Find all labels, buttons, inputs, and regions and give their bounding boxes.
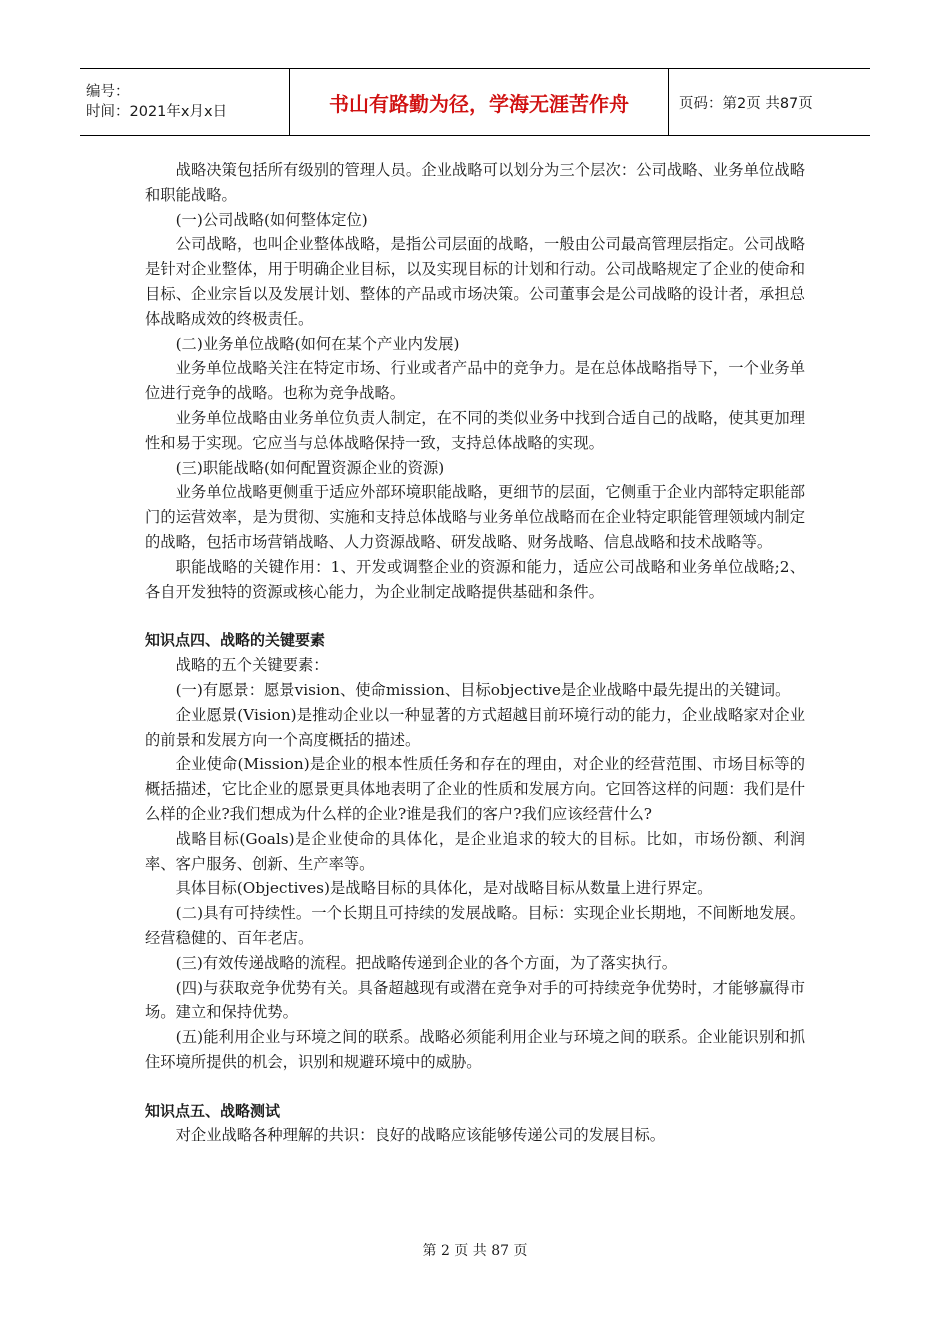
section-heading: 知识点五、战略测试	[145, 1101, 281, 1120]
body-paragraph: 对企业战略各种理解的共识：良好的战略应该能够传递公司的发展目标。	[175, 1126, 666, 1145]
body-paragraph: 业务单位战略关注在特定市场、行业或者产品中的竞争力。是在总体战略指导下，一个业务单位进行竞争的战略。也称为竞争战略。	[145, 359, 805, 403]
body-paragraph: (五)能利用企业与环境之间的联系。战略必须能利用企业与环境之间的联系。企业能识别和抓住环境所提供的机会，识别和规避环境中的威胁。	[145, 1028, 805, 1071]
page-footer: 第 2 页 共 87 页	[422, 1243, 528, 1259]
body-paragraph: (二)业务单位战略(如何在某个产业内发展)	[175, 334, 460, 353]
body-paragraph: (一)公司战略(如何整体定位)	[175, 210, 368, 229]
header-motto: 书山有路勤为径，学海无涯苦作舟	[290, 69, 669, 136]
body-paragraph: (一)有愿景：愿景vision、使命mission、目标objective是企业战略中最先提出的关键词。	[175, 680, 791, 699]
body-paragraph: 企业使命(Mission)是企业的根本性质任务和存在的理由，对企业的经营范围、市场目标等的概括描述，它比企业的愿景更具体地表明了企业的性质和发展方向。它回答这样的问题：我们是什么样的企业?我们想成为什么样的企业?谁是我们的客户?我们应该经营什么?	[145, 755, 805, 823]
header-page-number: 页码：第2页 共87页	[679, 95, 813, 112]
document-number: 编号：	[86, 84, 130, 100]
section-spacer	[145, 1075, 805, 1099]
body-paragraph: (三)有效传递战略的流程。把战略传递到企业的各个方面，为了落实执行。	[175, 953, 678, 972]
body-paragraph: 企业愿景(Vision)是推动企业以一种显著的方式超越目前环境行动的能力，企业战略家对企业的前景和发展方向一个高度概括的描述。	[145, 705, 805, 749]
body-paragraph: 业务单位战略由业务单位负责人制定，在不同的类似业务中找到合适自己的战略，使其更加理性和易于实现。它应当与总体战略保持一致，支持总体战略的实现。	[145, 408, 805, 452]
body-paragraph: 战略的五个关键要素：	[175, 656, 329, 675]
body-paragraph: (三)职能战略(如何配置资源企业的资源)	[175, 458, 445, 477]
body-paragraph: 战略目标(Goals)是企业使命的具体化，是企业追求的较大的目标。比如，市场份额、利润率、客户服务、创新、生产率等。	[145, 829, 805, 873]
body-paragraph: 业务单位战略更侧重于适应外部环境职能战略，更细节的层面，它侧重于企业内部特定职能部门的运营效率，是为贯彻、实施和支持总体战略与业务单位战略而在企业特定职能管理领域内制定的战略，包括市场营销战略、人力资源战略、研发战略、财务战略、信息战略和技术战略等。	[145, 483, 805, 551]
document-date: 时间：2021年x月x日	[86, 104, 228, 120]
document-body	[145, 158, 805, 1148]
body-paragraph: 具体目标(Objectives)是战略目标的具体化，是对战略目标从数量上进行界定。	[175, 879, 713, 898]
page-header	[80, 68, 870, 136]
body-paragraph: (二)具有可持续性。一个长期且可持续的发展战略。目标：实现企业长期地，不间断地发展。经营稳健的、百年老店。	[145, 904, 805, 947]
body-paragraph: (四)与获取竞争优势有关。具备超越现有或潜在竞争对手的可持续竞争优势时，才能够赢得市场。建立和保持优势。	[145, 978, 805, 1022]
header-meta	[80, 69, 290, 136]
body-paragraph: 战略决策包括所有级别的管理人员。企业战略可以划分为三个层次：公司战略、业务单位战略和职能战略。	[145, 161, 805, 204]
section-heading: 知识点四、战略的关键要素	[145, 631, 326, 650]
section-spacer	[145, 604, 805, 628]
body-paragraph: 职能战略的关键作用：1、开发或调整企业的资源和能力，适应公司战略和业务单位战略;2、各自开发独特的资源或核心能力，为企业制定战略提供基础和条件。	[145, 557, 805, 601]
body-paragraph: 公司战略，也叫企业整体战略，是指公司层面的战略，一般由公司最高管理层指定。公司战略是针对企业整体，用于明确企业目标，以及实现目标的计划和行动。公司战略规定了企业的使命和目标、企业宗旨以及发展计划、整体的产品或市场决策。公司董事会是公司战略的设计者，承担总体战略成效的终极责任。	[145, 235, 805, 328]
